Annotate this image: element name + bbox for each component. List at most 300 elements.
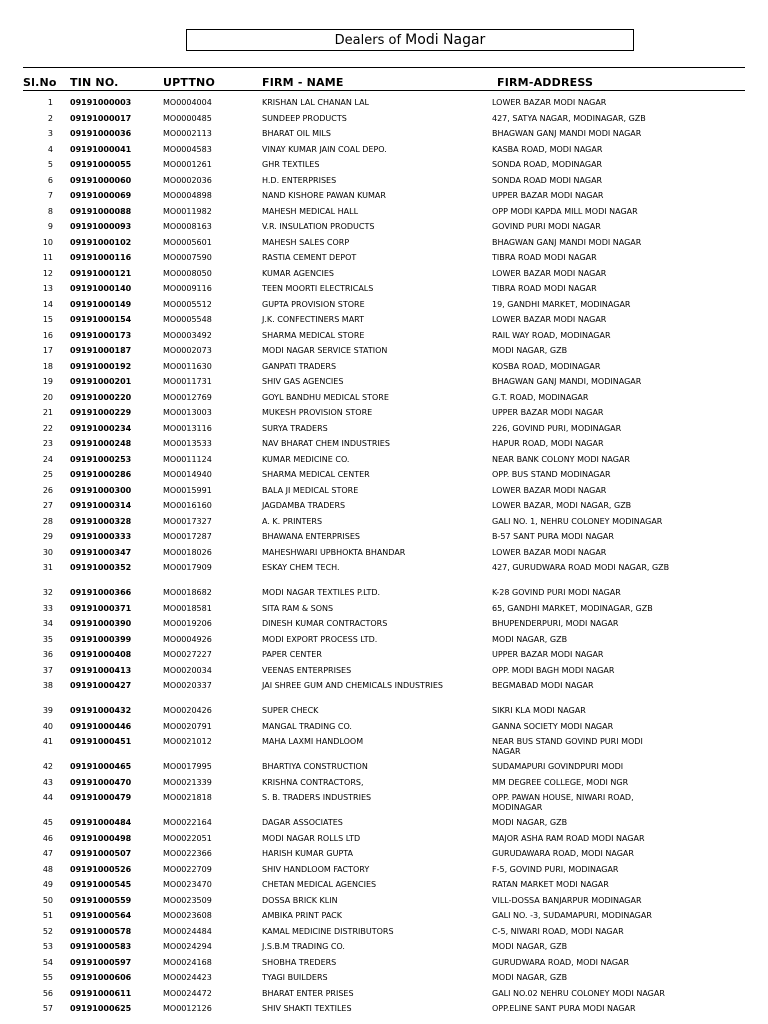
- row-tin-no: 09191000234: [70, 423, 132, 433]
- row-firm-name: RASTIA CEMENT DEPOT: [262, 253, 357, 262]
- row-upttno: MO0021339: [163, 777, 212, 787]
- row-sl-no: 28: [42, 516, 53, 526]
- row-firm-name: SITA RAM & SONS: [262, 603, 334, 613]
- row-upttno: MO0015991: [163, 485, 212, 495]
- row-tin-no: 09191000192: [70, 361, 132, 371]
- table-row: [0, 253, 768, 269]
- row-firm-name: KUMAR AGENCIES: [262, 268, 335, 278]
- row-sl-no: 55: [42, 973, 53, 982]
- table-row: [0, 129, 768, 145]
- row-sl-no: 50: [42, 895, 53, 905]
- row-firm-name: TEEN MOORTI ELECTRICALS: [262, 284, 374, 293]
- row-sl-no: 49: [42, 880, 53, 889]
- row-upttno: MO0017327: [163, 516, 212, 526]
- row-upttno: MO0018026: [163, 547, 212, 557]
- row-tin-no: 09191000507: [70, 849, 132, 858]
- row-upttno: MO0004583: [163, 144, 212, 154]
- table-row: [0, 486, 768, 502]
- row-firm-name: SUPER CHECK: [262, 706, 319, 715]
- row-firm-address: OPP. MODI BAGH MODI NAGAR: [492, 665, 615, 675]
- row-sl-no: 38: [42, 681, 53, 690]
- row-firm-name: GUPTA PROVISION STORE: [262, 299, 365, 309]
- row-firm-name: TYAGI BUILDERS: [262, 973, 328, 982]
- row-upttno: MO0020426: [163, 706, 212, 715]
- row-upttno: MO0013003: [163, 408, 212, 417]
- row-sl-no: 22: [42, 423, 53, 433]
- row-upttno: MO0021818: [163, 793, 212, 802]
- row-tin-no: 09191000229: [70, 408, 132, 417]
- row-sl-no: 1: [47, 98, 53, 107]
- row-upttno: MO0005512: [163, 299, 212, 309]
- row-firm-name: SHARMA MEDICAL CENTER: [262, 470, 370, 479]
- table-row: [0, 681, 768, 706]
- row-upttno: MO0020791: [163, 721, 212, 731]
- row-sl-no: 12: [42, 268, 53, 278]
- row-upttno: MO0024294: [163, 942, 212, 951]
- row-sl-no: 13: [42, 284, 53, 293]
- row-sl-no: 4: [47, 144, 53, 154]
- row-sl-no: 37: [42, 665, 53, 675]
- table-row: [0, 706, 768, 722]
- table-row: [0, 470, 768, 486]
- row-sl-no: 2: [47, 113, 53, 123]
- table-row: [0, 176, 768, 192]
- row-upttno: MO0021012: [163, 737, 212, 746]
- row-firm-address: RAIL WAY ROAD, MODINAGAR: [492, 330, 611, 340]
- table-row: [0, 927, 768, 943]
- table-row: [0, 145, 768, 161]
- row-firm-name: SUNDEEP PRODUCTS: [262, 113, 347, 123]
- row-sl-no: 11: [42, 253, 53, 262]
- row-tin-no: 09191000088: [70, 206, 132, 216]
- row-tin-no: 09191000611: [70, 988, 132, 998]
- row-firm-name: SHIV HANDLOOM FACTORY: [262, 864, 370, 874]
- col-header-sl: Sl.No: [23, 76, 57, 89]
- row-firm-address: 226, GOVIND PURI, MODINAGAR: [492, 423, 622, 433]
- row-upttno: MO0018581: [163, 603, 212, 613]
- row-firm-address: MM DEGREE COLLEGE, MODI NGR: [492, 777, 629, 787]
- table-row: [0, 818, 768, 834]
- row-sl-no: 9: [47, 222, 53, 231]
- row-tin-no: 09191000446: [70, 721, 132, 731]
- row-firm-address: MODI NAGAR, GZB: [492, 942, 568, 951]
- row-upttno: MO0008163: [163, 222, 212, 231]
- row-sl-no: 46: [42, 833, 53, 843]
- table-row: [0, 942, 768, 958]
- row-firm-name: MODI NAGAR ROLLS LTD: [262, 833, 361, 843]
- row-upttno: MO0011630: [163, 361, 212, 371]
- row-tin-no: 09191000526: [70, 864, 132, 874]
- row-firm-address: SUDAMAPURI GOVINDPURI MODI: [492, 762, 624, 771]
- row-firm-address: G.T. ROAD, MODINAGAR: [492, 392, 589, 402]
- col-header-firm-name: FIRM - NAME: [262, 76, 344, 89]
- table-row: [0, 191, 768, 207]
- row-firm-name: MAHESH SALES CORP: [262, 237, 350, 247]
- table-row: [0, 300, 768, 316]
- table-row: [0, 834, 768, 850]
- table-row: [0, 98, 768, 114]
- row-firm-address: BEGMABAD MODI NAGAR: [492, 681, 594, 690]
- row-firm-name: MANGAL TRADING CO.: [262, 721, 352, 731]
- table-row: [0, 896, 768, 912]
- row-sl-no: 44: [42, 793, 53, 802]
- row-tin-no: 09191000093: [70, 222, 132, 231]
- row-tin-no: 09191000352: [70, 563, 132, 572]
- table-row: [0, 222, 768, 238]
- row-firm-address: KOSBA ROAD, MODINAGAR: [492, 361, 601, 371]
- table-row: [0, 958, 768, 974]
- row-tin-no: 09191000286: [70, 470, 132, 479]
- row-upttno: MO0002113: [163, 129, 212, 138]
- row-sl-no: 8: [47, 206, 53, 216]
- row-firm-address: LOWER BAZAR MODI NAGAR: [492, 547, 607, 557]
- row-sl-no: 57: [42, 1004, 53, 1013]
- row-upttno: MO0014940: [163, 470, 212, 479]
- row-sl-no: 3: [47, 129, 53, 138]
- row-firm-name: SHOBHA TREDERS: [262, 957, 337, 967]
- row-sl-no: 51: [42, 911, 53, 920]
- row-tin-no: 09191000069: [70, 191, 132, 200]
- row-upttno: MO0017909: [163, 563, 212, 572]
- col-header-tin: TIN NO.: [70, 76, 119, 89]
- row-firm-address: LOWER BAZAR MODI NAGAR: [492, 268, 607, 278]
- row-firm-name: BHAWANA ENTERPRISES: [262, 532, 360, 541]
- row-firm-name: MODI EXPORT PROCESS LTD.: [262, 634, 378, 644]
- row-upttno: MO0005601: [163, 237, 212, 247]
- row-tin-no: 09191000154: [70, 315, 132, 324]
- row-firm-address: F-5, GOVIND PURI, MODINAGAR: [492, 864, 619, 874]
- row-tin-no: 09191000484: [70, 818, 132, 827]
- row-sl-no: 48: [42, 864, 53, 874]
- row-firm-name: GANPATI TRADERS: [262, 361, 337, 371]
- row-upttno: MO0023509: [163, 895, 212, 905]
- row-sl-no: 53: [42, 942, 53, 951]
- row-sl-no: 45: [42, 818, 53, 827]
- row-tin-no: 09191000187: [70, 346, 132, 355]
- row-firm-address: GURUDAWARA ROAD, MODI NAGAR: [492, 849, 634, 858]
- table-row: [0, 619, 768, 635]
- row-firm-address: MODI NAGAR, GZB: [492, 346, 568, 355]
- row-tin-no: 09191000451: [70, 737, 132, 746]
- row-firm-name: SHARMA MEDICAL STORE: [262, 330, 365, 340]
- row-sl-no: 26: [42, 485, 53, 495]
- row-firm-name: SHIV GAS AGENCIES: [262, 377, 344, 386]
- table-row: [0, 737, 768, 762]
- row-sl-no: 16: [42, 330, 53, 340]
- row-firm-name: SURYA TRADERS: [262, 423, 328, 433]
- row-upttno: MO0004004: [163, 98, 212, 107]
- row-sl-no: 34: [42, 619, 53, 628]
- row-tin-no: 09191000003: [70, 98, 132, 107]
- row-upttno: MO0007590: [163, 253, 212, 262]
- table-row: [0, 666, 768, 682]
- row-firm-name: S. B. TRADERS INDUSTRIES: [262, 793, 372, 802]
- row-sl-no: 47: [42, 849, 53, 858]
- table-row: [0, 238, 768, 254]
- table-row: [0, 604, 768, 620]
- row-firm-name: NAV BHARAT CHEM INDUSTRIES: [262, 439, 390, 448]
- row-firm-address: 427, SATYA NAGAR, MODINAGAR, GZB: [492, 113, 646, 123]
- row-upttno: MO0004898: [163, 191, 212, 200]
- row-sl-no: 14: [42, 299, 53, 309]
- row-firm-name: H.D. ENTERPRISES: [262, 175, 337, 185]
- row-upttno: MO0022164: [163, 818, 212, 827]
- row-firm-name: V.R. INSULATION PRODUCTS: [262, 222, 375, 231]
- row-sl-no: 25: [42, 470, 53, 479]
- table-row: [0, 207, 768, 223]
- row-firm-name: GOYL BANDHU MEDICAL STORE: [262, 392, 389, 402]
- row-sl-no: 20: [42, 392, 53, 402]
- table-row: [0, 160, 768, 176]
- row-sl-no: 56: [42, 988, 53, 998]
- table-row: [0, 973, 768, 989]
- table-row: [0, 501, 768, 517]
- row-tin-no: 09191000470: [70, 777, 132, 787]
- row-upttno: MO0020337: [163, 681, 212, 690]
- row-firm-address: LOWER BAZAR MODI NAGAR: [492, 485, 607, 495]
- row-upttno: MO0022366: [163, 849, 212, 858]
- row-sl-no: 54: [42, 957, 53, 967]
- table-row: [0, 439, 768, 455]
- dealers-table: [0, 98, 768, 1020]
- row-tin-no: 09191000399: [70, 634, 132, 644]
- row-tin-no: 09191000041: [70, 144, 132, 154]
- row-firm-name: MODI NAGAR TEXTILES P.LTD.: [262, 588, 381, 597]
- row-firm-name: A. K. PRINTERS: [262, 516, 323, 526]
- row-tin-no: 09191000173: [70, 330, 132, 340]
- row-upttno: MO0001261: [163, 160, 212, 169]
- row-firm-address: GURUDWARA ROAD, MODI NAGAR: [492, 957, 630, 967]
- row-tin-no: 09191000559: [70, 895, 132, 905]
- table-row: [0, 989, 768, 1005]
- col-header-firm-address: FIRM-ADDRESS: [497, 76, 594, 89]
- row-upttno: MO0008050: [163, 268, 212, 278]
- row-upttno: MO0024423: [163, 973, 212, 982]
- row-firm-name: MAHA LAXMI HANDLOOM: [262, 737, 364, 746]
- row-firm-address: K-28 GOVIND PURI MODI NAGAR: [492, 588, 621, 597]
- header-bottom-rule: [23, 90, 745, 91]
- row-tin-no: 09191000427: [70, 681, 132, 690]
- row-firm-address: OPP.ELINE SANT PURA MODI NAGAR: [492, 1004, 636, 1013]
- row-upttno: MO0009116: [163, 284, 212, 293]
- row-tin-no: 09191000465: [70, 762, 132, 771]
- row-upttno: MO0012769: [163, 392, 212, 402]
- row-firm-name: DINESH KUMAR CONTRACTORS: [262, 619, 388, 628]
- row-firm-address: B-57 SANT PURA MODI NAGAR: [492, 532, 614, 541]
- table-row: [0, 362, 768, 378]
- row-sl-no: 18: [42, 361, 53, 371]
- row-sl-no: 39: [42, 706, 53, 715]
- row-tin-no: 09191000333: [70, 532, 132, 541]
- row-sl-no: 7: [47, 191, 53, 200]
- row-firm-address: GALI NO. -3, SUDAMAPURI, MODINAGAR: [492, 911, 652, 920]
- row-tin-no: 09191000597: [70, 957, 132, 967]
- row-firm-name: KUMAR MEDICINE CO.: [262, 454, 350, 464]
- row-firm-address: BHAGWAN GANJ MANDI, MODINAGAR: [492, 377, 642, 386]
- table-row: [0, 408, 768, 424]
- row-sl-no: 40: [42, 721, 53, 731]
- table-row: [0, 778, 768, 794]
- row-firm-address: MODI NAGAR, GZB: [492, 818, 568, 827]
- row-sl-no: 33: [42, 603, 53, 613]
- row-tin-no: 09191000116: [70, 253, 132, 262]
- row-firm-address: BHAGWAN GANJ MANDI MODI NAGAR: [492, 129, 642, 138]
- row-firm-name: MUKESH PROVISION STORE: [262, 408, 373, 417]
- row-upttno: MO0000485: [163, 113, 212, 123]
- row-sl-no: 42: [42, 762, 53, 771]
- row-tin-no: 09191000498: [70, 833, 132, 843]
- col-header-upttno: UPTTNO: [163, 76, 216, 89]
- row-tin-no: 09191000606: [70, 973, 132, 982]
- row-upttno: MO0024484: [163, 926, 212, 936]
- row-tin-no: 09191000248: [70, 439, 132, 448]
- row-sl-no: 41: [42, 737, 53, 746]
- row-firm-address: MODI NAGAR, GZB: [492, 634, 568, 644]
- table-row: [0, 346, 768, 362]
- row-tin-no: 09191000328: [70, 516, 132, 526]
- table-row: [0, 880, 768, 896]
- row-firm-address: GOVIND PURI MODI NAGAR: [492, 222, 601, 231]
- row-firm-name: KAMAL MEDICINE DISTRIBUTORS: [262, 926, 394, 936]
- row-tin-no: 09191000102: [70, 237, 132, 247]
- row-upttno: MO0013533: [163, 439, 212, 448]
- row-upttno: MO0023470: [163, 880, 212, 889]
- row-firm-name: DAGAR ASSOCIATES: [262, 818, 343, 827]
- row-firm-name: VEENAS ENTERPRISES: [262, 665, 352, 675]
- row-upttno: MO0011731: [163, 377, 212, 386]
- row-tin-no: 09191000413: [70, 665, 132, 675]
- table-row: [0, 793, 768, 818]
- row-upttno: MO0024168: [163, 957, 212, 967]
- row-firm-address: MODI NAGAR, GZB: [492, 973, 568, 982]
- table-row: [0, 548, 768, 564]
- row-tin-no: 09191000201: [70, 377, 132, 386]
- row-firm-name: CHETAN MEDICAL AGENCIES: [262, 880, 377, 889]
- row-firm-address: LOWER BAZAR MODI NAGAR: [492, 98, 607, 107]
- row-firm-address: GALI NO. 1, NEHRU COLONEY MODINAGAR: [492, 516, 663, 526]
- row-tin-no: 09191000583: [70, 942, 132, 951]
- table-row: [0, 532, 768, 548]
- row-firm-name: VINAY KUMAR JAIN COAL DEPO.: [262, 144, 387, 154]
- row-tin-no: 09191000055: [70, 160, 132, 169]
- row-tin-no: 09191000625: [70, 1004, 132, 1013]
- row-firm-name: GHR TEXTILES: [262, 160, 320, 169]
- row-tin-no: 09191000121: [70, 268, 132, 278]
- table-row: [0, 1004, 768, 1020]
- title-prefix: Dealers of: [334, 33, 402, 48]
- row-firm-name: ESKAY CHEM TECH.: [262, 563, 340, 572]
- table-row: [0, 424, 768, 440]
- row-firm-name: SHIV SHAKTI TEXTILES: [262, 1004, 352, 1013]
- row-sl-no: 36: [42, 650, 53, 659]
- table-row: [0, 315, 768, 331]
- table-row: [0, 635, 768, 651]
- row-upttno: MO0016160: [163, 501, 212, 510]
- row-firm-address: GALI NO.02 NEHRU COLONEY MODI NAGAR: [492, 988, 665, 998]
- row-upttno: MO0022051: [163, 833, 212, 843]
- table-row: [0, 377, 768, 393]
- row-upttno: MO0023608: [163, 911, 212, 920]
- row-tin-no: 09191000479: [70, 793, 132, 802]
- row-upttno: MO0004926: [163, 634, 212, 644]
- table-row: [0, 114, 768, 130]
- row-firm-address: NEAR BUS STAND GOVIND PURI MODI NAGAR: [492, 737, 643, 756]
- row-sl-no: 17: [42, 346, 53, 355]
- row-firm-address: 427, GURUDWARA ROAD MODI NAGAR, GZB: [492, 563, 670, 572]
- row-sl-no: 23: [42, 439, 53, 448]
- row-sl-no: 5: [47, 160, 53, 169]
- row-tin-no: 09191000036: [70, 129, 132, 138]
- table-row: [0, 911, 768, 927]
- row-firm-address: LOWER BAZAR MODI NAGAR: [492, 315, 607, 324]
- title-place: Modi Nagar: [405, 32, 486, 48]
- row-upttno: MO0024472: [163, 988, 212, 998]
- row-firm-address: OPP MODI KAPDA MILL MODI NAGAR: [492, 206, 638, 216]
- table-row: [0, 650, 768, 666]
- row-firm-name: NAND KISHORE PAWAN KUMAR: [262, 191, 386, 200]
- row-firm-name: BHARAT ENTER PRISES: [262, 988, 354, 998]
- row-firm-name: JAGDAMBA TRADERS: [262, 501, 346, 510]
- row-sl-no: 27: [42, 501, 53, 510]
- row-firm-name: MODI NAGAR SERVICE STATION: [262, 346, 388, 355]
- row-tin-no: 09191000578: [70, 926, 132, 936]
- row-tin-no: 09191000564: [70, 911, 132, 920]
- row-firm-address: OPP. PAWAN HOUSE, NIWARI ROAD, MODINAGAR: [492, 793, 634, 812]
- row-firm-address: BHAGWAN GANJ MANDI MODI NAGAR: [492, 237, 642, 247]
- row-firm-address: SONDA ROAD MODI NAGAR: [492, 175, 603, 185]
- row-upttno: MO0020034: [163, 665, 212, 675]
- row-firm-name: DOSSA BRICK KLIN: [262, 895, 338, 905]
- table-row: [0, 722, 768, 738]
- row-firm-address: TIBRA ROAD MODI NAGAR: [492, 284, 597, 293]
- row-firm-address: GANNA SOCIETY MODI NAGAR: [492, 721, 614, 731]
- row-firm-address: UPPER BAZAR MODI NAGAR: [492, 191, 604, 200]
- row-sl-no: 30: [42, 547, 53, 557]
- row-firm-name: KRISHAN LAL CHANAN LAL: [262, 98, 369, 107]
- row-sl-no: 21: [42, 408, 53, 417]
- row-tin-no: 09191000253: [70, 454, 132, 464]
- row-firm-name: PAPER CENTER: [262, 650, 322, 659]
- row-tin-no: 09191000432: [70, 706, 132, 715]
- row-upttno: MO0022709: [163, 864, 212, 874]
- header-top-rule: [23, 67, 745, 68]
- row-firm-address: MAJOR ASHA RAM ROAD MODI NAGAR: [492, 833, 645, 843]
- row-firm-address: OPP. BUS STAND MODINAGAR: [492, 470, 611, 479]
- row-upttno: MO0013116: [163, 423, 212, 433]
- row-upttno: MO0011982: [163, 206, 212, 216]
- row-firm-name: BALA JI MEDICAL STORE: [262, 485, 359, 495]
- table-row: [0, 331, 768, 347]
- table-row: [0, 849, 768, 865]
- row-firm-address: UPPER BAZAR MODI NAGAR: [492, 408, 604, 417]
- row-upttno: MO0002036: [163, 175, 212, 185]
- row-firm-address: BHUPENDERPURI, MODI NAGAR: [492, 619, 619, 628]
- row-sl-no: 19: [42, 377, 53, 386]
- table-row: [0, 762, 768, 778]
- table-row: [0, 588, 768, 604]
- row-upttno: MO0017995: [163, 762, 212, 771]
- row-firm-name: AMBIKA PRINT PACK: [262, 911, 342, 920]
- row-tin-no: 09191000017: [70, 113, 132, 123]
- row-sl-no: 31: [42, 563, 53, 572]
- row-firm-name: J.S.B.M TRADING CO.: [262, 942, 345, 951]
- row-tin-no: 09191000220: [70, 392, 132, 402]
- row-sl-no: 10: [42, 237, 53, 247]
- row-firm-address: UPPER BAZAR MODI NAGAR: [492, 650, 604, 659]
- page-title: [186, 29, 634, 51]
- row-firm-address: SONDA ROAD, MODINAGAR: [492, 160, 603, 169]
- table-row: [0, 517, 768, 533]
